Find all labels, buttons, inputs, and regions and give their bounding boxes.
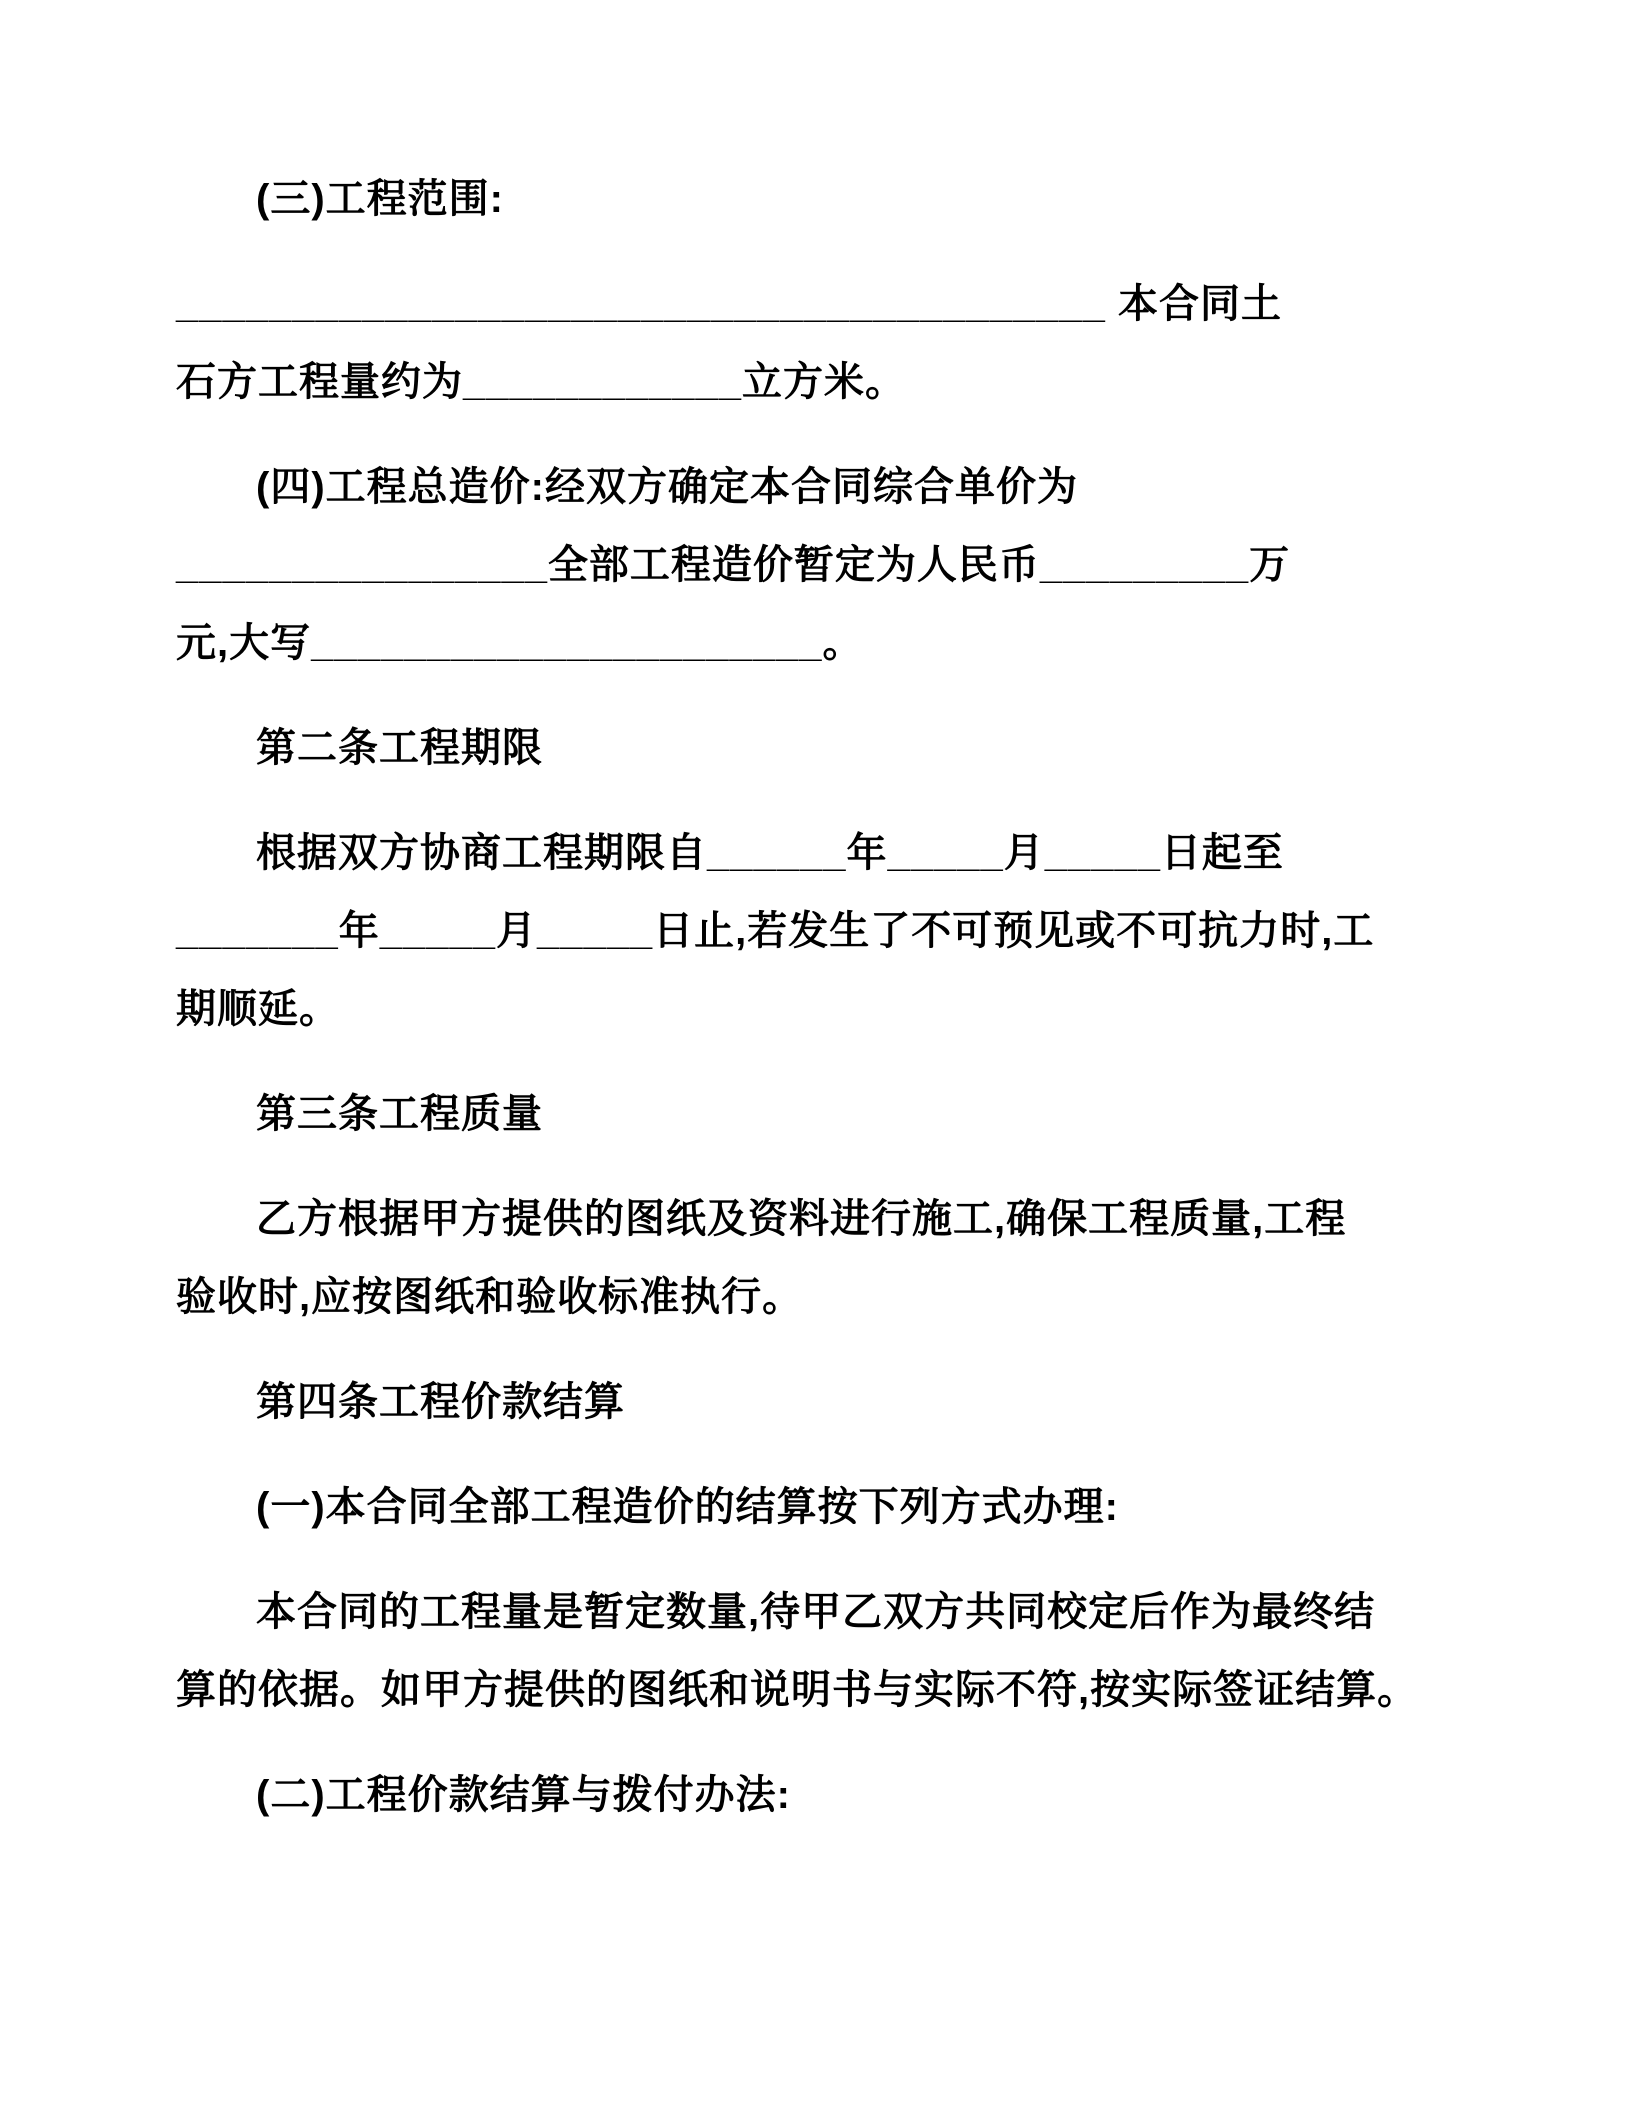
clause-3-scope-body: [176, 265, 1464, 421]
article-3-body: [176, 1180, 1464, 1336]
contract-line: 元,大写______________________。: [176, 621, 864, 665]
contract-line: (四)工程总造价:经双方确定本合同综合单价为: [256, 465, 1078, 509]
article-4-item-2-heading: [176, 1756, 1464, 1834]
clause-3-scope-heading: [176, 160, 1464, 238]
contract-heading: 第四条工程价款结算: [256, 1380, 625, 1424]
contract-line: (二)工程价款结算与拨付办法:: [256, 1773, 791, 1817]
article-3-heading: [176, 1075, 1464, 1153]
contract-line: _______年_____月_____日止,若发生了不可预见或不可抗力时,工: [176, 909, 1375, 953]
article-4-item-1-body: [176, 1573, 1464, 1729]
clause-4-total-price: [176, 448, 1464, 682]
contract-heading: 第三条工程质量: [256, 1092, 543, 1136]
contract-line: 乙方根据甲方提供的图纸及资料进行施工,确保工程质量,工程: [256, 1197, 1347, 1241]
article-4-heading: [176, 1363, 1464, 1441]
contract-line: ________________________________________ 本合同土: [176, 282, 1282, 326]
article-4-item-1-heading: [176, 1468, 1464, 1546]
contract-line: 根据双方协商工程期限自______年_____月_____日起至: [256, 831, 1284, 875]
contract-line: 石方工程量约为____________立方米。: [176, 360, 906, 404]
contract-heading: 第二条工程期限: [256, 726, 543, 770]
contract-line: 本合同的工程量是暂定数量,待甲乙双方共同校定后作为最终结: [256, 1590, 1376, 1634]
contract-line: 算的依据。如甲方提供的图纸和说明书与实际不符,按实际签证结算。: [176, 1668, 1419, 1712]
article-2-heading: [176, 709, 1464, 787]
contract-line: ________________全部工程造价暂定为人民币_________万: [176, 543, 1291, 587]
contract-line: (一)本合同全部工程造价的结算按下列方式办理:: [256, 1485, 1119, 1529]
contract-line: 验收时,应按图纸和验收标准执行。: [176, 1275, 804, 1319]
contract-line: (三)工程范围:: [256, 177, 504, 221]
article-2-body: [176, 814, 1464, 1048]
contract-line: 期顺延。: [176, 987, 340, 1031]
